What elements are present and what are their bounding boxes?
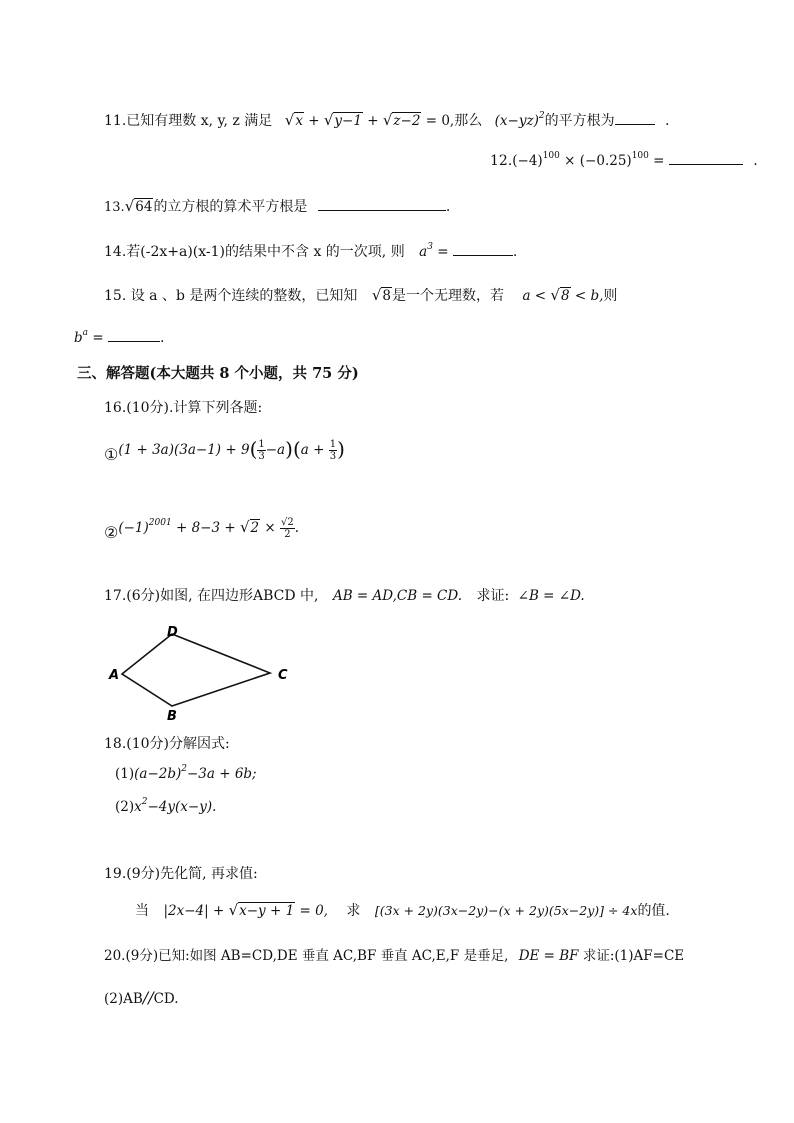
q19-find: 求: [346, 903, 361, 919]
q20-condition: DE = BF: [518, 948, 579, 964]
q12-end: .: [753, 153, 758, 169]
quadrilateral-ABCD: [122, 634, 270, 706]
q14-text: 14.若(-2x+a)(x-1)的结果中不含 x 的一次项, 则: [104, 244, 405, 260]
q19-body: [135, 900, 670, 921]
q17-condition: AB = AD,CB = CD.: [332, 588, 463, 604]
parallel-symbol: //: [142, 988, 154, 1007]
q14-expr: $a^3$ =: [419, 242, 453, 260]
q18-item2: $(2)x^2-4y(x-y)$.: [115, 797, 217, 815]
q19-when: 当: [135, 903, 149, 919]
q14-line: [104, 241, 517, 262]
q15-line2: [74, 327, 164, 348]
q17-line: [104, 586, 585, 606]
q15-end: .: [159, 330, 165, 346]
q14-answer-blank[interactable]: [453, 241, 513, 256]
q18-title: 18.(10分)分解因式:: [104, 736, 230, 752]
q11-end: .: [665, 113, 670, 129]
q11-condition: √x + √y−1 + √z−2 = 0,: [284, 111, 455, 129]
q13-line: [104, 196, 450, 218]
q15-text1: 15. 设 a 、b 是两个连续的整数，已知知: [104, 288, 358, 304]
vertex-label-C: C: [278, 668, 288, 683]
q12-label: 12.: [490, 153, 513, 169]
q19-expression: [(3x + 2y)(3x−2y)−(x + 2y)(5x−2y)] ÷ 4x: [374, 903, 638, 918]
q15-line: [104, 285, 617, 306]
q15-then: 则: [603, 288, 618, 304]
vertex-label-D: D: [167, 625, 178, 640]
vertex-label-B: B: [167, 709, 177, 720]
q13-answer-blank[interactable]: [318, 196, 446, 211]
q16-item1-mark: ①: [104, 445, 119, 464]
q20-text: 20.(9分)已知:如图 AB=CD,DE 垂直 AC,BF 垂直 AC,E,F 是垂足,: [104, 948, 509, 964]
q13-end: .: [445, 199, 451, 215]
vertex-label-A: A: [109, 668, 120, 683]
q13-sqrt: √64: [124, 197, 153, 215]
q11-expr: $(x-yz)^2$: [494, 111, 545, 129]
q18-item1: $(1)(a-2b)^2-3a + 6b$;: [115, 764, 257, 782]
q17-quadrilateral-figure: [100, 620, 300, 720]
q11-line: [104, 110, 670, 131]
q17-prove: 求证:: [476, 588, 510, 604]
q11-mid: 那么: [454, 113, 483, 129]
q19-condition: |2x−4| + √x−y + 1 = 0,: [163, 901, 328, 919]
q15-ineq: a < √8 < b,: [522, 286, 604, 304]
q12-line: [490, 150, 758, 171]
q11-answer-blank[interactable]: [615, 110, 655, 125]
q16-item2: [104, 514, 299, 547]
q19-value: 的值.: [637, 903, 670, 919]
q17-claim: ∠B = ∠D.: [517, 588, 585, 604]
q15-text2: 是一个无理数，若: [391, 288, 504, 304]
q16-title: 16.(10分).计算下列各题:: [104, 400, 263, 416]
q16-item1-expr: (1 + 3a)(3a−1) + 9( $\frac{1}{3}$ −a)(a + $\frac{1}{3}$ ): [118, 437, 345, 462]
q13-label: 13.: [104, 200, 125, 215]
q16-item2-mark: ②: [104, 523, 119, 542]
q15-sqrt: √8: [371, 286, 391, 304]
q11-suffix: 的平方根为: [544, 113, 615, 129]
q16-item1: [104, 436, 345, 469]
q15-answer-blank[interactable]: [108, 327, 160, 342]
q20-prove: 求证:(1)AF=CE: [582, 948, 685, 964]
section-3-title: 三、解答题(本大题共 8 个小题，共 75 分): [77, 365, 359, 382]
q12-expr: $(-4)^{100} \times (-0.25)^{100}$ =: [512, 151, 669, 169]
q17-text: 17.(6分)如图, 在四边形ABCD 中,: [104, 588, 319, 604]
q20-line2: (2)AB//CD.: [104, 988, 179, 1007]
q12-answer-blank[interactable]: [669, 150, 743, 165]
q16-item2-expr: $(-1)^{2001} + 8-3 + √2$ × $\frac{√2}{2}$ .: [118, 517, 300, 540]
q19-title: 19.(9分)先化简, 再求值:: [104, 866, 258, 882]
q20-line1: [104, 946, 684, 966]
q15-expr: $b^a$ =: [74, 328, 108, 346]
q14-end: .: [512, 244, 518, 260]
q11-prefix: 11.已知有理数 x, y, z 满足: [104, 113, 273, 129]
q13-text: 的立方根的算术平方根是: [153, 199, 308, 215]
